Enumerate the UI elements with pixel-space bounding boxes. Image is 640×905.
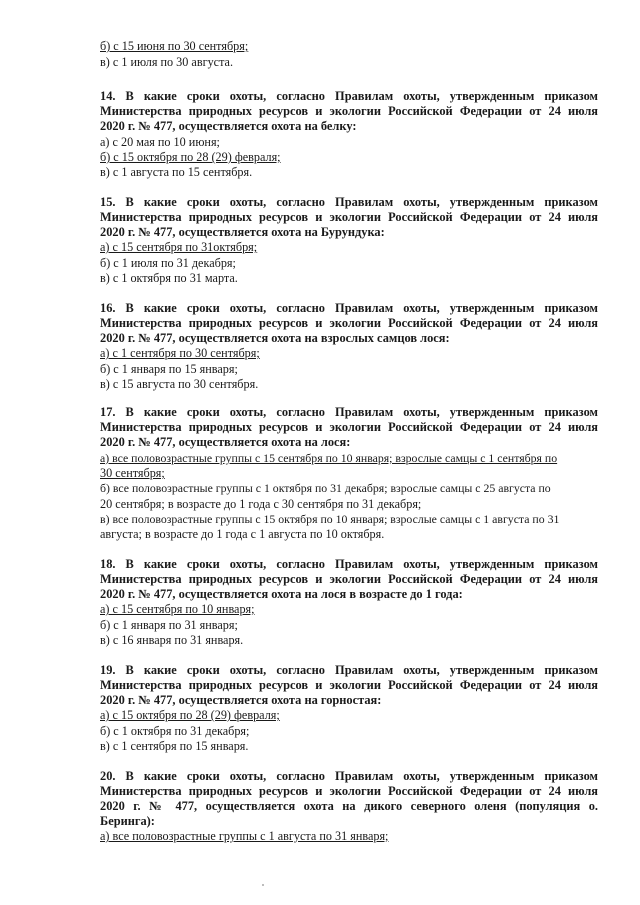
question-20-line-3: 2020 г. № 477, осуществляется охота на дикого северного оленя (популяция о.	[100, 799, 598, 813]
question-17-line-1: 17. В какие сроки охоты, согласно Правилам охоты, утвержденным приказом	[100, 405, 598, 419]
answer-line: в) с 16 января по 31 января.	[100, 633, 244, 647]
answer-line: а) с 15 сентября по 10 января;	[100, 602, 255, 616]
answer-line: а) все половозрастные группы с 1 августа по 31 января;	[100, 829, 389, 843]
question-14-line-1: 14. В какие сроки охоты, согласно Правилам охоты, утвержденным приказом	[100, 89, 598, 103]
answer-line: б) с 1 июля по 31 декабря;	[100, 256, 236, 270]
answer-line: августа; в возрасте до 1 года с 1 августа по 10 октября.	[100, 527, 385, 541]
scan-speck	[262, 884, 264, 886]
answer-line: в) с 1 августа по 15 сентября.	[100, 165, 253, 179]
question-18-line-3: 2020 г. № 477, осуществляется охота на лося в возрасте до 1 года:	[100, 587, 463, 601]
question-17-line-3: 2020 г. № 477, осуществляется охота на лося:	[100, 435, 351, 449]
question-16-line-3: 2020 г. № 477, осуществляется охота на взрослых самцов лося:	[100, 331, 450, 345]
question-19-line-2: Министерства природных ресурсов и экологии Российской Федерации от 24 июля	[100, 678, 598, 692]
answer-line: в) с 1 сентября по 15 января.	[100, 739, 249, 753]
answer-line: б) с 1 января по 31 января;	[100, 618, 238, 632]
question-20-line-1: 20. В какие сроки охоты, согласно Правилам охоты, утвержденным приказом	[100, 769, 598, 783]
answer-line: а) все половозрастные группы с 15 сентября по 10 января; взрослые самцы с 1 сентября по	[100, 451, 558, 465]
question-14-line-2: Министерства природных ресурсов и экологии Российской Федерации от 24 июля	[100, 104, 598, 118]
question-15-line-1: 15. В какие сроки охоты, согласно Правилам охоты, утвержденным приказом	[100, 195, 598, 209]
question-14-line-3: 2020 г. № 477, осуществляется охота на белку:	[100, 119, 357, 133]
question-18-line-2: Министерства природных ресурсов и экологии Российской Федерации от 24 июля	[100, 572, 598, 586]
answer-line: в) с 1 июля по 30 августа.	[100, 55, 234, 69]
answer-line: б) с 1 октября по 31 декабря;	[100, 724, 250, 738]
answer-line: 30 сентября;	[100, 466, 165, 480]
question-19-line-3: 2020 г. № 477, осуществляется охота на горностая:	[100, 693, 382, 707]
question-17-line-2: Министерства природных ресурсов и экологии Российской Федерации от 24 июля	[100, 420, 598, 434]
answer-line: б) с 1 января по 15 января;	[100, 362, 238, 376]
question-15-line-2: Министерства природных ресурсов и экологии Российской Федерации от 24 июля	[100, 210, 598, 224]
question-18-line-1: 18. В какие сроки охоты, согласно Правилам охоты, утвержденным приказом	[100, 557, 598, 571]
answer-line: а) с 1 сентября по 30 сентября;	[100, 346, 260, 360]
answer-line: а) с 15 сентября по 31октября;	[100, 240, 258, 254]
answer-line: а) с 20 мая по 10 июня;	[100, 135, 220, 149]
answer-line: 20 сентября; в возрасте до 1 года с 30 сентября по 31 декабря;	[100, 497, 422, 511]
question-20-line-4: Беринга):	[100, 814, 155, 828]
answer-line: а) с 15 октября по 28 (29) февраля;	[100, 708, 280, 722]
question-20-line-2: Министерства природных ресурсов и экологии Российской Федерации от 24 июля	[100, 784, 598, 798]
answer-line: б) с 15 июня по 30 сентября;	[100, 39, 249, 53]
question-16-line-2: Министерства природных ресурсов и экологии Российской Федерации от 24 июля	[100, 316, 598, 330]
question-16-line-1: 16. В какие сроки охоты, согласно Правилам охоты, утвержденным приказом	[100, 301, 598, 315]
answer-line: б) все половозрастные группы с 1 октября по 31 декабря; взрослые самцы с 25 августа по	[100, 481, 551, 495]
question-15-line-3: 2020 г. № 477, осуществляется охота на Бурундука:	[100, 225, 385, 239]
question-19-line-1: 19. В какие сроки охоты, согласно Правилам охоты, утвержденным приказом	[100, 663, 598, 677]
answer-line: б) с 15 октября по 28 (29) февраля;	[100, 150, 281, 164]
answer-line: в) с 15 августа по 30 сентября.	[100, 377, 259, 391]
answer-line: в) с 1 октября по 31 марта.	[100, 271, 238, 285]
answer-line: в) все половозрастные группы с 15 октября по 10 января; взрослые самцы с 1 августа по 31	[100, 512, 560, 526]
